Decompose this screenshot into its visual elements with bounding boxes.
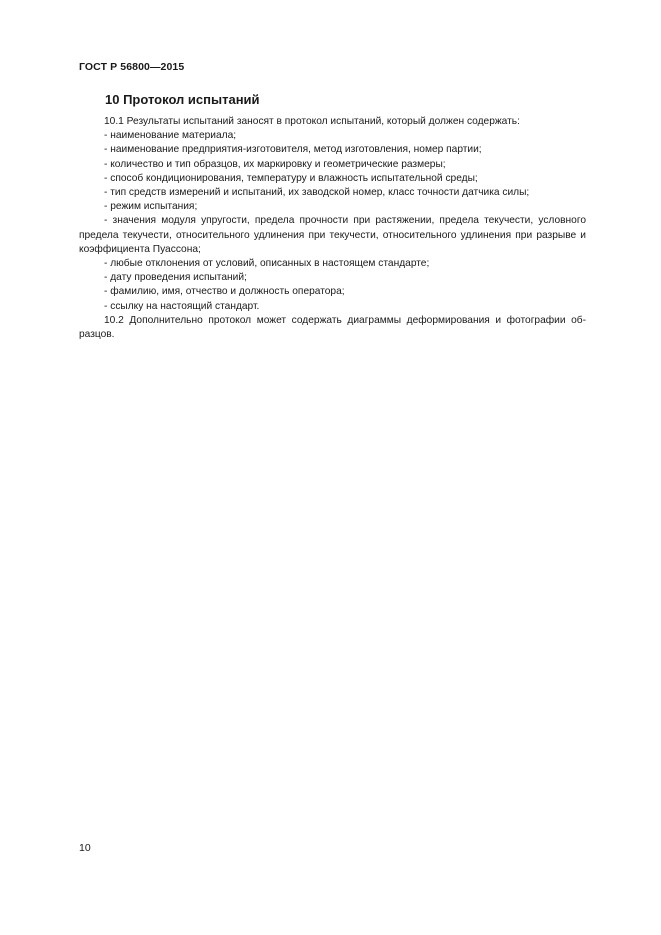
list-item: - наименование материала; [104,130,237,142]
list-item: - тип средств измерений и испытаний, их заводской номер, класс точности датчика силы; [104,187,530,199]
list-item: - фамилию, имя, отчество и должность оператора; [104,286,345,298]
list-item: - ссылку на настоящий стандарт. [104,300,260,312]
list-item: - способ кондиционирования, температуру и влажность испытательной среды; [104,172,478,184]
list-item: - значения модуля упругости, предела прочности при растяжении, предела текучести, условного предела текучести, относительного удлинения при текучести, относительного удлинения при разрыве и коэффициента Пуассона; [79,215,586,255]
list-item: - наименование предприятия-изготовителя, метод изготовления, номер партии; [104,144,482,156]
section-title: 10 Протокол испытаний [105,92,260,107]
section-body [79,115,586,342]
document-header: ГОСТ Р 56800—2015 [79,61,185,73]
paragraph-10-2: 10.2 Дополнительно протокол может содержать диаграммы деформирования и фотографии об-разцов. [79,314,586,341]
list-item: - дату проведения испытаний; [104,272,247,284]
page-number: 10 [79,842,91,854]
list-item: - режим испытания; [104,201,198,213]
list-item: - количество и тип образцов, их маркировку и геометрические размеры; [104,158,446,170]
list-item: - любые отклонения от условий, описанных в настоящем стандарте; [104,258,430,270]
paragraph-10-1: 10.1 Результаты испытаний заносят в протокол испытаний, который должен содержать: [104,116,520,127]
